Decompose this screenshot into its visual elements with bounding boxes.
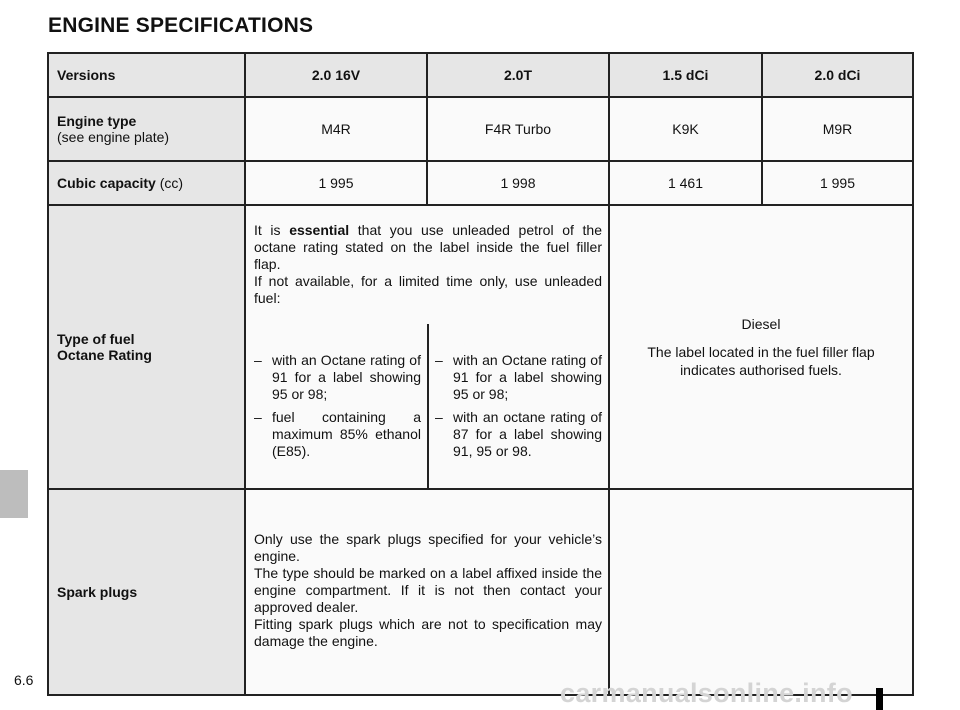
end-mark <box>876 688 883 710</box>
engine-type-cell: M4R <box>245 97 427 161</box>
petrol-fuel-cell <box>245 205 609 489</box>
spark-plugs-row <box>48 489 913 695</box>
diesel-fuel-cell <box>609 205 913 489</box>
engine-type-sublabel: (see engine plate) <box>57 129 170 145</box>
list-item: – with an Octane rating of 91 for a label showing 95 or 98; <box>254 352 421 402</box>
page-title: ENGINE SPECIFICATIONS <box>48 14 314 37</box>
engine-type-cell: F4R Turbo <box>427 97 609 161</box>
version-col-1: 2.0 16V <box>245 53 427 97</box>
diesel-title: Diesel <box>741 316 781 332</box>
diesel-note: The label located in the fuel filler flap indicates authorised fuels. <box>647 344 875 378</box>
page-number: 6.6 <box>14 672 34 688</box>
cubic-capacity-row <box>48 161 913 205</box>
petrol-intro: It is essential that you use unleaded petrol of the octane rating stated on the label inside the fuel filler flap. If not available, for a limited time only, use unleaded fuel: <box>254 222 602 306</box>
version-col-4: 2.0 dCi <box>762 53 913 97</box>
versions-label: Versions <box>48 53 245 97</box>
cubic-capacity-label: Cubic capacity (cc) <box>48 161 245 205</box>
engine-spec-table <box>47 52 914 696</box>
engine-type-cell: M9R <box>762 97 913 161</box>
watermark: carmanualsonline.info <box>560 678 853 708</box>
engine-type-row <box>48 97 913 161</box>
petrol-options-right <box>429 324 608 488</box>
version-col-2: 2.0T <box>427 53 609 97</box>
list-item: – with an octane rating of 87 for a label showing 91, 95 or 98. <box>435 409 602 459</box>
petrol-options-left <box>246 324 429 488</box>
cubic-capacity-cell: 1 995 <box>762 161 913 205</box>
cubic-capacity-cell: 1 461 <box>609 161 762 205</box>
version-col-3: 1.5 dCi <box>609 53 762 97</box>
header-row <box>48 53 913 97</box>
list-item: – with an Octane rating of 91 for a label showing 95 or 98; <box>435 352 602 402</box>
fuel-type-label: Type of fuel Octane Rating <box>48 205 245 489</box>
chapter-tab <box>0 470 28 518</box>
engine-type-label: Engine type (see engine plate) <box>48 97 245 161</box>
spark-plugs-text: Only use the spark plugs specified for your vehicle’s engine. The type should be marked on a label affixed inside the engine compartment. If it is not then contact your approved dealer. Fitting spark plugs which are not to specification may damage the engine. <box>245 489 609 695</box>
fuel-type-row <box>48 205 913 489</box>
cubic-capacity-cell: 1 995 <box>245 161 427 205</box>
spark-plugs-diesel-empty <box>609 489 913 695</box>
spark-plugs-label: Spark plugs <box>48 489 245 695</box>
cubic-capacity-cell: 1 998 <box>427 161 609 205</box>
list-item: – fuel containing a maximum 85% ethanol (E85). <box>254 409 421 459</box>
engine-type-cell: K9K <box>609 97 762 161</box>
